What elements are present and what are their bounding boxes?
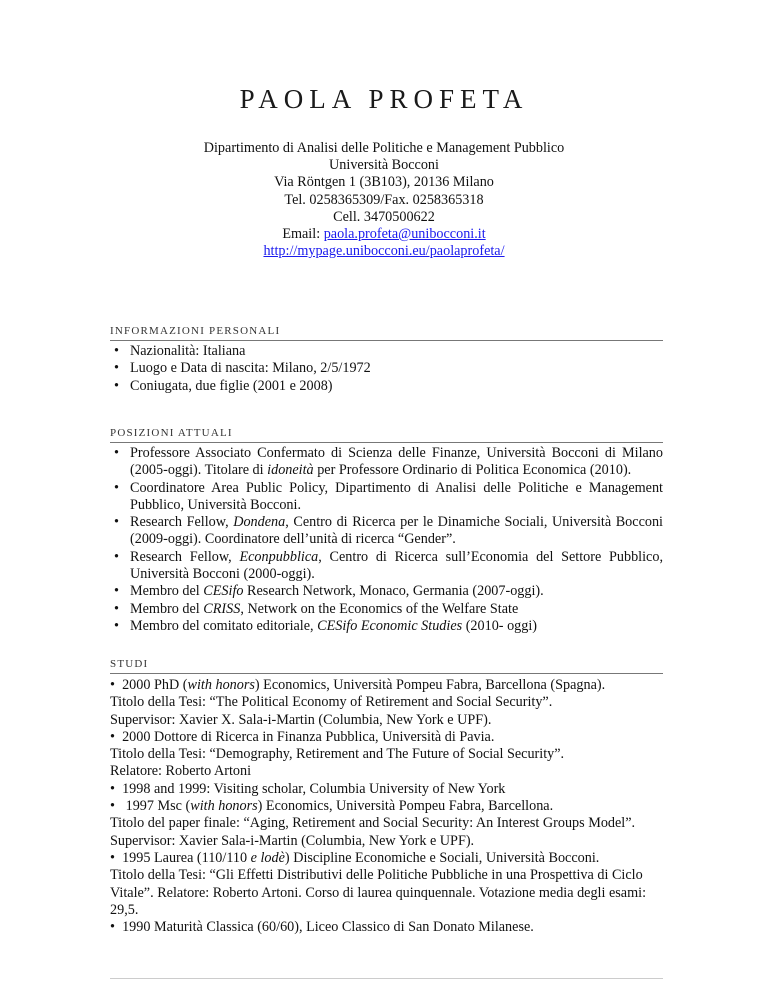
email-label: Email:: [282, 226, 324, 243]
cell: Cell. 3470500622: [333, 208, 435, 225]
study-detail: Supervisor: Xavier X. Sala-i-Martin (Columbia, New York e UPF).: [110, 711, 492, 728]
homepage-line: [0, 243, 768, 260]
footer-divider: [110, 978, 663, 979]
studies-section: [110, 658, 663, 936]
address: Via Röntgen 1 (3B103), 20136 Milano: [274, 174, 494, 191]
section-title-studies: STUDI: [110, 658, 663, 674]
study-item: • 2000 PhD (with honors) Economics, Università Pompeu Fabra, Barcellona (Spagna).: [110, 677, 663, 694]
list-item: • Research Fellow, Dondena, Centro di Ricerca per le Dinamiche Sociali, Università Bocconi (2009-oggi). Coordinatore dell’unità di ricerca “Gender”.: [110, 514, 663, 549]
cv-name: PAOLA PROFETA: [239, 84, 529, 114]
study-item: • 1990 Maturità Classica (60/60), Liceo Classico di San Donato Milanese.: [110, 919, 663, 936]
positions-list: [110, 445, 663, 635]
list-item: • Membro del comitato editoriale, CESifo Economic Studies (2010- oggi): [110, 618, 663, 635]
study-item: • 1995 Laurea (110/110 e lodè) Discipline Economiche e Sociali, Università Bocconi.: [110, 850, 663, 867]
list-item: • Research Fellow, Econpubblica, Centro di Ricerca sull’Economia del Settore Pubblico, Università Bocconi (2000-oggi).: [110, 549, 663, 584]
list-item: • Membro del CRISS, Network on the Economics of the Welfare State: [110, 601, 663, 618]
study-detail: Supervisor: Xavier Sala-i-Martin (Columbia, New York e UPF).: [110, 832, 475, 849]
personal-section: [110, 325, 663, 395]
list-item: • Professore Associato Confermato di Scienza delle Finanze, Università Bocconi di Milano (2005-oggi). Titolare di idoneità per Professore Ordinario di Politica Economica (2010).: [110, 445, 663, 480]
phone: Tel. 0258365309/Fax. 0258365318: [284, 191, 484, 208]
study-item: • 1997 Msc (with honors) Economics, Università Pompeu Fabra, Barcellona.: [110, 798, 663, 815]
homepage-link[interactable]: http://mypage.unibocconi.eu/paolaprofeta/: [263, 243, 505, 260]
department: Dipartimento di Analisi delle Politiche e Management Pubblico: [203, 140, 565, 156]
studies-list: [110, 677, 663, 936]
personal-list: [110, 343, 663, 395]
study-detail: Titolo della Tesi: “Demography, Retirement and The Future of Social Security”.: [110, 746, 565, 763]
list-item: • Coordinatore Area Public Policy, Dipartimento di Analisi delle Politiche e Management Pubblico, Università Bocconi.: [110, 480, 663, 515]
positions-section: [110, 427, 663, 635]
list-item: • Membro del CESifo Research Network, Monaco, Germania (2007-oggi).: [110, 583, 663, 600]
section-title-positions: POSIZIONI ATTUALI: [110, 427, 663, 443]
list-item: • Luogo e Data di nascita: Milano, 2/5/1972: [110, 360, 663, 377]
email-link[interactable]: paola.profeta@unibocconi.it: [323, 226, 486, 243]
study-detail: Titolo del paper finale: “Aging, Retirement and Social Security: An Interest Groups Model”.: [110, 815, 636, 832]
university: Università Bocconi: [329, 157, 439, 174]
email-line: [0, 226, 768, 243]
list-item: • Nazionalità: Italiana: [110, 343, 663, 360]
study-item: • 2000 Dottore di Ricerca in Finanza Pubblica, Università di Pavia.: [110, 729, 663, 746]
study-detail: Titolo della Tesi: “Gli Effetti Distributivi delle Politiche Pubbliche in una Prospettiva di Ciclo Vitale”. Relatore: Roberto Artoni. Corso di laurea quinquennale. Votazione media degli esami: 29,5.: [110, 867, 647, 918]
study-detail: Titolo della Tesi: “The Political Economy of Retirement and Social Security”.: [110, 694, 553, 711]
list-item: • Coniugata, due figlie (2001 e 2008): [110, 378, 663, 395]
study-item: • 1998 and 1999: Visiting scholar, Columbia University of New York: [110, 781, 663, 798]
section-title-personal: INFORMAZIONI PERSONALI: [110, 325, 663, 341]
contact-block: [0, 140, 768, 260]
study-detail: Relatore: Roberto Artoni: [110, 763, 252, 780]
